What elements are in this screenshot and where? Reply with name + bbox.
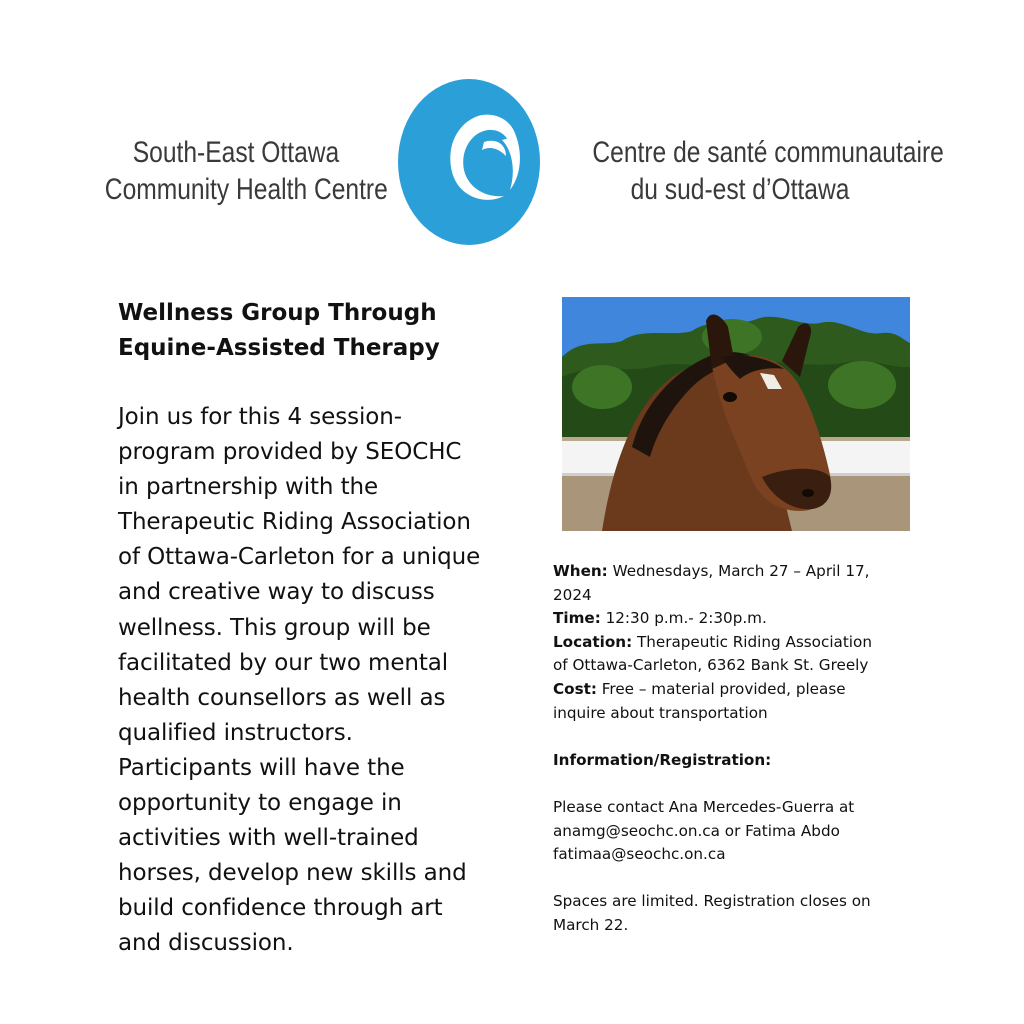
- registration-heading: Information/Registration:: [553, 750, 772, 769]
- description-line: opportunity to engage in: [118, 790, 402, 817]
- org-name-english: [104, 134, 388, 208]
- program-title-line-1: Wellness Group Through: [118, 300, 437, 326]
- description-line: Therapeutic Riding Association: [118, 509, 471, 536]
- program-title-line-2: Equine-Assisted Therapy: [118, 335, 440, 361]
- org-name-french: [592, 134, 944, 208]
- description-line: Join us for this 4 session-: [118, 404, 402, 430]
- cost-line: [553, 678, 923, 702]
- event-details: [553, 560, 923, 938]
- program-title: [118, 296, 518, 366]
- description-line: qualified instructors.: [118, 719, 353, 746]
- horse-photo: [562, 297, 910, 531]
- cost-value: Free – material provided, please: [596, 679, 846, 698]
- time-value: 12:30 p.m.- 2:30p.m.: [600, 609, 767, 628]
- closing-line: March 22.: [553, 915, 629, 934]
- org-name-english-line-2: Community Health Centre: [104, 173, 388, 206]
- description-line: Participants will have the: [118, 754, 405, 781]
- contact-line: fatimaa@seochc.on.ca: [553, 845, 726, 864]
- description-line: in partnership with the: [118, 474, 379, 501]
- location-line: [553, 631, 923, 655]
- location-value-continued: of Ottawa-Carleton, 6362 Bank St. Greely: [553, 656, 869, 675]
- org-name-english-line-1: South-East Ottawa: [132, 136, 340, 169]
- location-value: Therapeutic Riding Association: [632, 632, 872, 651]
- description-line: and discussion.: [118, 930, 294, 957]
- when-line: [553, 560, 923, 584]
- location-label: Location:: [553, 632, 633, 651]
- description-line: activities with well-trained: [118, 825, 419, 852]
- org-name-french-line-1: Centre de santé communautaire: [592, 136, 944, 169]
- description-line: of Ottawa-Carleton for a unique: [118, 544, 481, 571]
- description-line: wellness. This group will be: [118, 614, 431, 641]
- description-line: and creative way to discuss: [118, 579, 435, 606]
- description-line: health counsellors as well as: [118, 684, 446, 711]
- program-description: [118, 400, 518, 962]
- cost-label: Cost:: [553, 679, 597, 698]
- closing-line: Spaces are limited. Registration closes on: [553, 892, 871, 911]
- description-line: facilitated by our two mental: [118, 649, 449, 676]
- description-line: program provided by SEOCHC: [118, 439, 462, 466]
- org-name-french-line-2: du sud-est d’Ottawa: [630, 173, 850, 206]
- description-line: horses, develop new skills and: [118, 860, 467, 887]
- contact-line: Please contact Ana Mercedes-Guerra at: [553, 797, 855, 816]
- time-label: Time:: [553, 609, 601, 628]
- when-value: Wednesdays, March 27 – April 17,: [607, 562, 870, 580]
- when-value-continued: 2024: [553, 585, 592, 604]
- description-line: build confidence through art: [118, 895, 443, 922]
- cost-value-continued: inquire about transportation: [553, 703, 768, 722]
- when-label: When:: [553, 562, 608, 580]
- contact-line: anamg@seochc.on.ca or Fatima Abdo: [553, 821, 840, 840]
- seochc-logo-icon: [398, 78, 544, 246]
- time-line: [553, 607, 923, 631]
